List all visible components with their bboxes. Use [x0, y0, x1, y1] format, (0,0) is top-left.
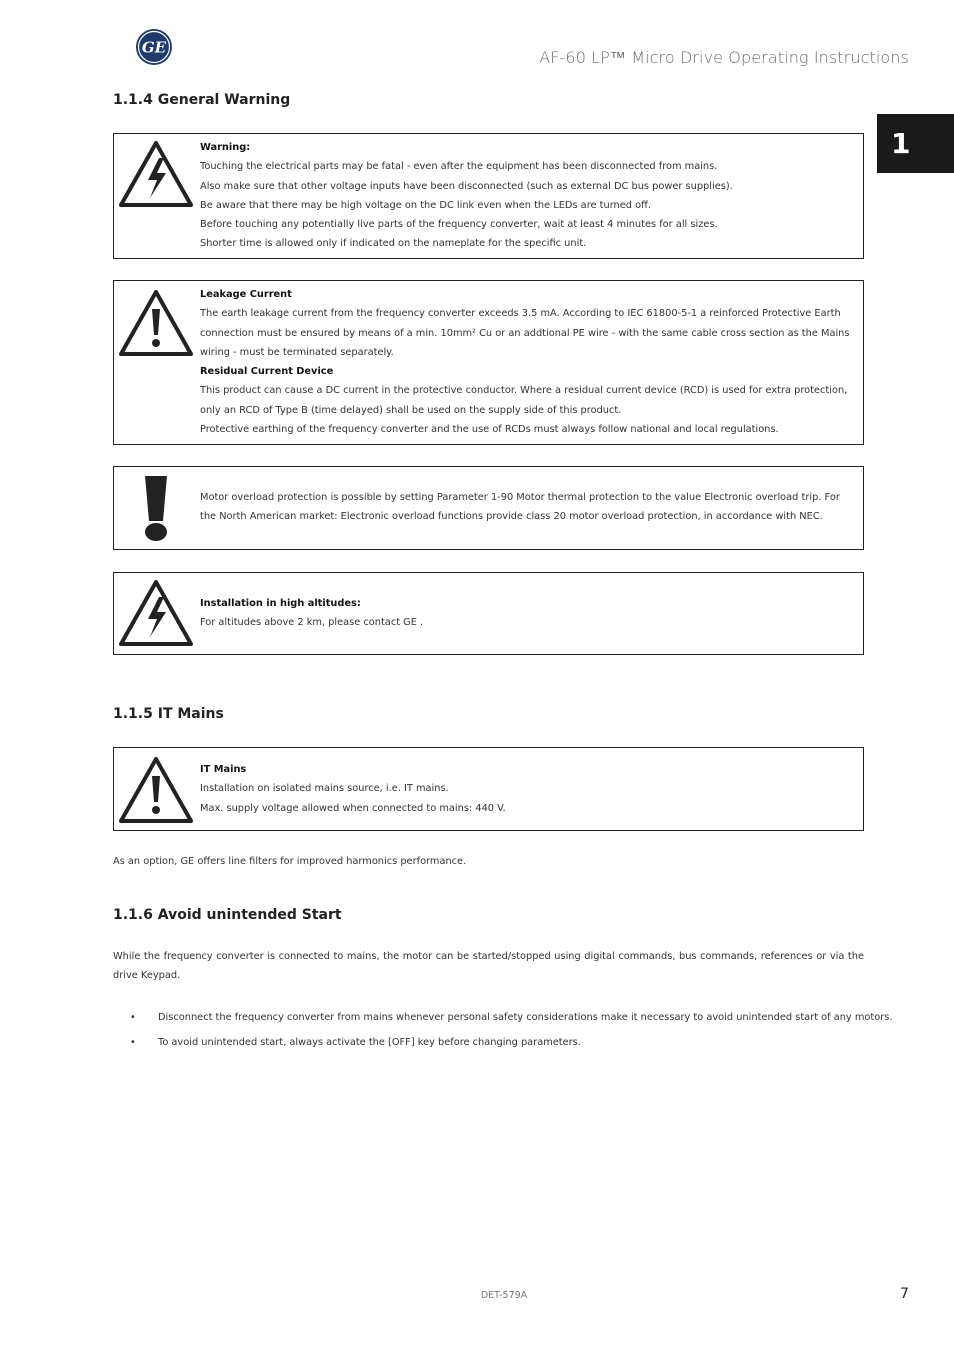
warning-line: Also make sure that other voltage inputs have been disconnected (such as external DC bus power supplies).: [200, 180, 733, 192]
bullet-symbol: •: [130, 1012, 136, 1023]
bullet-text: Disconnect the frequency converter from mains whenever personal safety considerations make it necessary to avoid unintended start of any motors.: [158, 1012, 893, 1023]
warning-box-text: [200, 138, 859, 254]
it-mains-line: Max. supply voltage allowed when connected to mains: 440 V.: [200, 802, 506, 814]
section-heading-general-warning: 1.1.4 General Warning: [113, 92, 291, 108]
warning-title: Warning:: [200, 142, 251, 153]
electrical-hazard-icon: [118, 579, 194, 651]
warning-line: Be aware that there may be high voltage on the DC link even when the LEDs are turned off.: [200, 199, 651, 211]
earthing-text: Protective earthing of the frequency converter and the use of RCDs must always follow national and local regulations.: [200, 424, 779, 436]
altitude-title: Installation in high altitudes:: [200, 598, 361, 609]
section-heading-avoid-start: 1.1.6 Avoid unintended Start: [113, 907, 342, 923]
warning-line: Shorter time is allowed only if indicated on the nameplate for the specific unit.: [200, 238, 587, 250]
chapter-number: 1: [891, 127, 911, 160]
bullet-text: To avoid unintended start, always activate the [OFF] key before changing parameters.: [158, 1037, 581, 1048]
it-mains-note: As an option, GE offers line filters for improved harmonics performance.: [113, 856, 467, 867]
document-title: AF-60 LP™ Micro Drive Operating Instructions: [539, 48, 909, 67]
exclamation-icon: [118, 473, 194, 547]
svg-text:GE: GE: [141, 38, 167, 57]
warning-line: Before touching any potentially live parts of the frequency converter, wait at least 4 minutes for all sizes.: [200, 219, 718, 231]
overload-text: Motor overload protection is possible by setting Parameter 1-90 Motor thermal protection to the value Electronic overload trip. For the North American market: Electronic overload functions provide class 20 motor overload protection, in accordance with NEC.: [200, 492, 840, 523]
warning-box-it-mains: [113, 747, 864, 831]
chapter-tab: [877, 114, 954, 173]
document-code: DET-579A: [480, 1290, 528, 1301]
it-mains-line: Installation on isolated mains source, i.e. IT mains.: [200, 783, 449, 795]
warning-box-electrical: [113, 133, 864, 259]
page-number: 7: [900, 1286, 909, 1302]
it-mains-title: IT Mains: [200, 764, 247, 775]
warning-exclamation-icon: [118, 756, 194, 828]
rcd-text: This product can cause a DC current in the protective conductor. Where a residual current device (RCD) is used for extra protection, only an RCD of Type B (time delayed) shall be used on the supply side of this product.: [200, 385, 848, 416]
avoid-start-paragraph: While the frequency converter is connected to mains, the motor can be started/stopped using digital commands, bus commands, references or via the drive Keypad.: [113, 951, 864, 982]
warning-line: Touching the electrical parts may be fatal - even after the equipment has been disconnected from mains.: [200, 161, 718, 173]
electrical-hazard-icon: [118, 140, 194, 212]
leakage-box-text: [200, 285, 859, 439]
note-box-overload: [113, 466, 864, 550]
warning-exclamation-icon: [118, 289, 194, 361]
section-heading-it-mains: 1.1.5 IT Mains: [113, 706, 224, 722]
leakage-title: Leakage Current: [200, 289, 292, 300]
it-mains-box-text: [200, 760, 859, 818]
leakage-text: The earth leakage current from the frequency converter exceeds 3.5 mA. According to IEC 61800-5-1 a reinforced Protective Earth connection must be ensured by means of a min. 10mm² Cu or an addtional PE wire - with the same cable cross section as the Mains wiring - must be terminated separately.: [200, 308, 850, 358]
rcd-title: Residual Current Device: [200, 366, 334, 378]
altitude-text: For altitudes above 2 km, please contact GE .: [200, 617, 424, 629]
altitude-box-text: [200, 594, 859, 633]
warning-box-leakage: [113, 280, 864, 445]
bullet-symbol: •: [130, 1037, 136, 1048]
warning-box-altitude: [113, 572, 864, 655]
ge-logo: [135, 28, 173, 66]
